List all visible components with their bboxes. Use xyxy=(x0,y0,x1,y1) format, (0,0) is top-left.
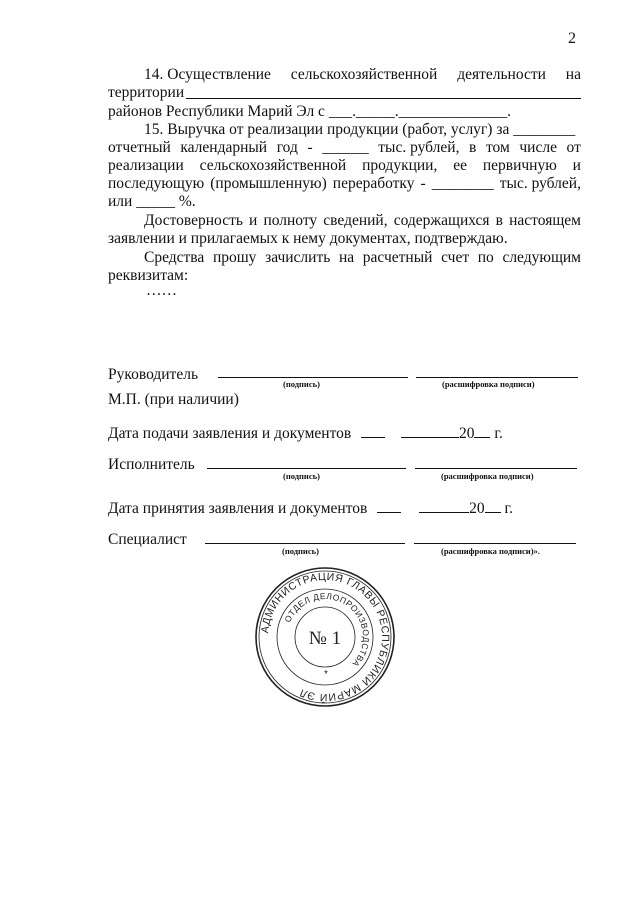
accept-date-row xyxy=(108,499,513,518)
specialist-decode-caption: (расшифровка подписи)». xyxy=(441,546,540,556)
submit-year: 20 xyxy=(458,425,475,442)
submit-date-row xyxy=(108,424,503,443)
funds-line1: Средства прошу зачислить на расчетный счет по следующим xyxy=(144,249,581,266)
office-stamp xyxy=(254,566,396,708)
mp-label: М.П. (при наличии) xyxy=(108,391,239,408)
head-label: Руководитель xyxy=(108,366,199,383)
item14-territory-line xyxy=(186,98,581,99)
executor-decode-caption: (расшифровка подписи) xyxy=(441,471,534,481)
funds-ellipsis: …… xyxy=(146,282,177,299)
item15-line4: последующую (промышленную) переработку - ________ тыс. рублей, xyxy=(108,175,581,192)
item14-line2: районов Республики Марий Эл с ___._____.______________. xyxy=(108,103,511,120)
head-decode-line xyxy=(416,377,578,378)
page-number: 2 xyxy=(568,30,576,47)
accept-month-blank xyxy=(419,499,469,513)
stamp-outer-text: АДМИНИСТРАЦИЯ ГЛАВЫ РЕСПУБЛИКИ МАРИЙ ЭЛ xyxy=(259,570,392,704)
accept-date-label: Дата принятия заявления и документов xyxy=(108,500,368,517)
head-sign-caption: (подпись) xyxy=(283,379,320,389)
executor-sign-line xyxy=(207,468,406,469)
accept-year-blank xyxy=(485,499,501,513)
executor-decode-line xyxy=(415,468,577,469)
head-decode-caption: (расшифровка подписи) xyxy=(442,379,535,389)
executor-sign-caption: (подпись) xyxy=(283,471,320,481)
confirm-line1: Достоверность и полноту сведений, содержащихся в настоящем xyxy=(144,212,581,229)
specialist-label: Специалист xyxy=(108,531,187,548)
item14-territory-label: территории xyxy=(108,84,185,101)
head-sign-line xyxy=(218,377,408,378)
executor-label: Исполнитель xyxy=(108,456,195,473)
funds-line2: реквизитам: xyxy=(108,267,189,284)
stamp-inner-text: ОТДЕЛ ДЕЛОПРОИЗВОДСТВА xyxy=(282,590,372,670)
stamp-number: № 1 xyxy=(308,628,342,649)
item15-line2: отчетный календарный год - ______ тыс. рублей, в том числе от xyxy=(108,139,581,156)
specialist-sign-caption: (подпись) xyxy=(282,546,319,556)
submit-year-blank xyxy=(474,424,490,438)
submit-month-blank xyxy=(401,424,459,438)
item15-line1: 15. Выручка от реализации продукции (работ, услуг) за ________ xyxy=(144,121,576,138)
submit-year-suffix: г. xyxy=(494,425,503,442)
item15-line3: реализации сельскохозяйственной продукции, ее первичную и xyxy=(108,157,581,174)
stamp-star: * xyxy=(324,669,328,680)
accept-day-blank xyxy=(377,499,401,513)
submit-day-blank xyxy=(361,424,385,438)
item14-line1: 14. Осуществление сельскохозяйственной деятельности на xyxy=(144,66,581,83)
accept-year: 20 xyxy=(469,500,485,517)
specialist-decode-line xyxy=(414,543,576,544)
item15-line5: или _____ %. xyxy=(108,193,196,210)
submit-date-label: Дата подачи заявления и документов xyxy=(108,425,352,442)
specialist-sign-line xyxy=(205,543,405,544)
confirm-line2: заявлении и прилагаемых к нему документах, подтверждаю. xyxy=(108,230,508,247)
accept-year-suffix: г. xyxy=(504,500,513,517)
